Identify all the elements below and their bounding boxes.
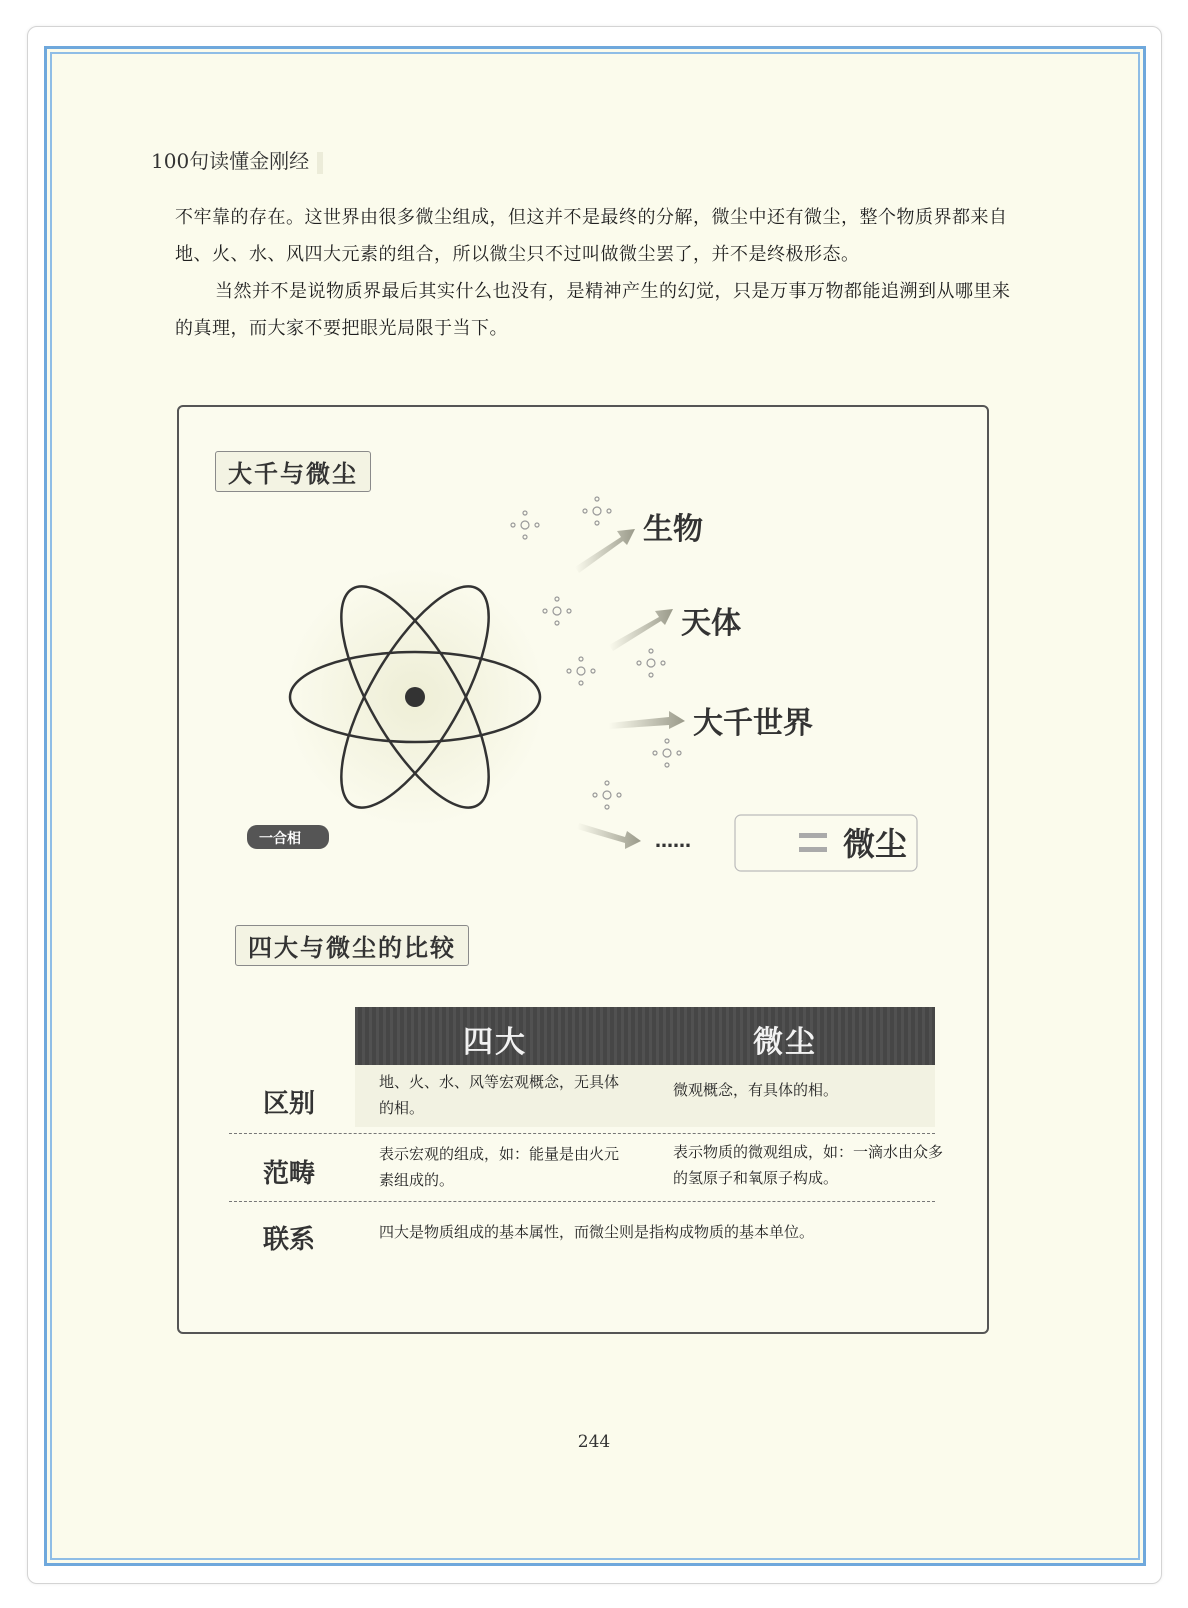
row-label: 联系 (263, 1225, 316, 1255)
paragraph-1: 不牢靠的存在。这世界由很多微尘组成，但这并不是最终的分解，微尘中还有微尘，整个物质界都来自地、火、水、风四大元素的组合，所以微尘只不过叫做微尘罢了，并不是终极形态。 (175, 207, 1008, 265)
row-cell-1: 地、火、水、风等宏观概念，无具体的相。 (379, 1073, 620, 1117)
row-divider (229, 1201, 935, 1202)
badge-text: 一合相 (259, 831, 301, 847)
row-cell-1: 表示宏观的组成，如：能量是由火元素组成的。 (379, 1145, 620, 1189)
header-dust: 微尘 (753, 1025, 817, 1060)
paragraph-2: 当然并不是说物质界最后其实什么也没有，是精神产生的幻觉，只是万事万物都能追溯到从哪里来的真理，而大家不要把眼光局限于当下。 (175, 281, 1011, 339)
running-head-text: 100句读懂金刚经 (151, 149, 310, 173)
label-great-world: 大千世界 (693, 706, 813, 741)
label-creatures: 生物 (643, 512, 703, 547)
row-cell-2: 微观概念，有具体的相。 (673, 1081, 839, 1099)
page-number: 244 (577, 1432, 611, 1452)
row-divider (229, 1133, 935, 1134)
label-dust: 微尘 (843, 825, 908, 863)
row-cell-full: 四大是物质组成的基本属性，而微尘则是指构成物质的基本单位。 (379, 1223, 815, 1241)
label-celestial: 天体 (681, 606, 741, 641)
illustration-box (177, 405, 989, 1334)
running-head (151, 145, 323, 174)
book-page (44, 46, 1146, 1566)
particle-icons (511, 497, 773, 857)
row-cell-2: 表示物质的微观组成，如：一滴水由众多的氢原子和氧原子构成。 (673, 1143, 944, 1187)
row-label: 区别 (263, 1089, 316, 1119)
atom-nucleus (405, 687, 425, 707)
table-header (355, 1007, 935, 1065)
row-label: 范畴 (263, 1159, 316, 1189)
diagram-title: 大千与微尘 (215, 451, 371, 492)
comparison-title: 四大与微尘的比较 (235, 925, 469, 966)
running-head-bar (317, 152, 323, 174)
equals-bar-top (799, 833, 827, 838)
ellipsis-dots: …… (655, 831, 691, 852)
equals-bar-bottom (799, 847, 827, 852)
atom-diagram (179, 407, 987, 907)
header-four-elements: 四大 (463, 1025, 527, 1060)
arrow-icons (575, 529, 685, 849)
